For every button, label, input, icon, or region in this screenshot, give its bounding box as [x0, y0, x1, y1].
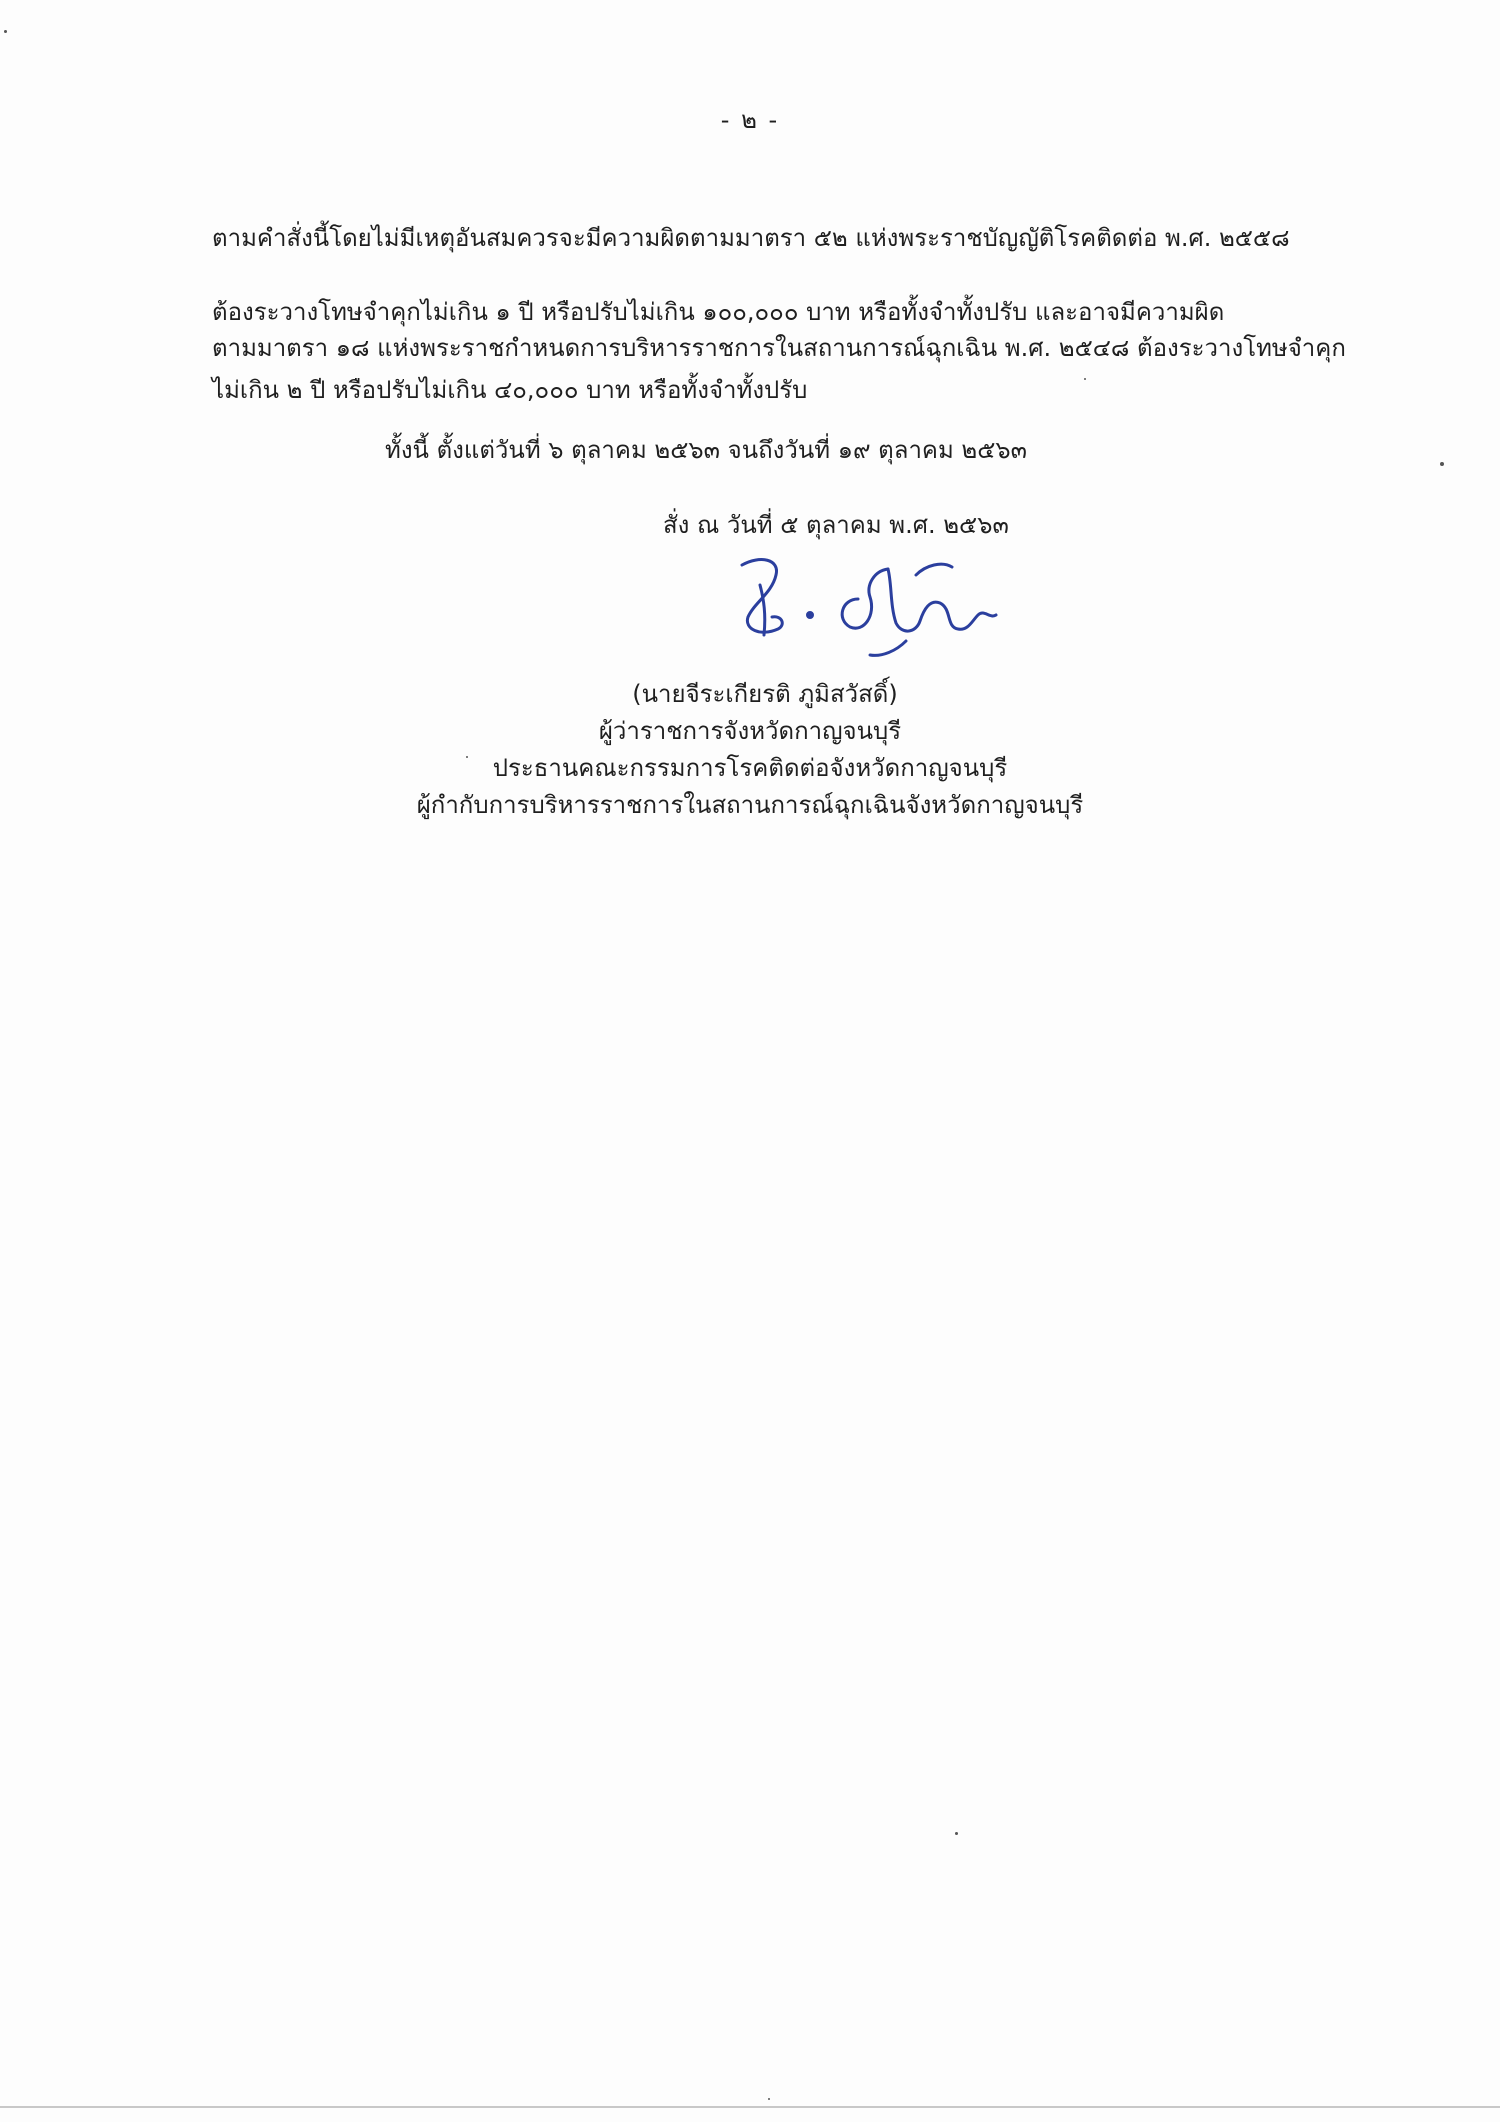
- scan-speck: [466, 756, 468, 758]
- paragraph-line-2: ต้องระวางโทษจำคุกไม่เกิน ๑ ปี หรือปรับไม่เกิน ๑๐๐,๐๐๐ บาท หรือทั้งจำทั้งปรับ และอาจมีความผิด: [212, 298, 1225, 326]
- signatory-position-emergency-director: ผู้กำกับการบริหารราชการในสถานการณ์ฉุกเฉินจังหวัดกาญจนบุรี: [416, 791, 1084, 819]
- signatory-position-committee-chair: ประธานคณะกรรมการโรคติดต่อจังหวัดกาญจนบุรี: [492, 754, 1008, 782]
- paragraph-line-3: ตามมาตรา ๑๘ แห่งพระราชกำหนดการบริหารราชการในสถานการณ์ฉุกเฉิน พ.ศ. ๒๕๔๘ ต้องระวางโทษจำคุก: [212, 334, 1346, 362]
- signatory-position-governor: ผู้ว่าราชการจังหวัดกาญจนบุรี: [598, 717, 902, 745]
- page-number: - ๒ -: [720, 106, 780, 134]
- signatory-name: (นายจีระเกียรติ ภูมิสวัสดิ์): [632, 680, 898, 708]
- scan-speck: [1084, 378, 1086, 380]
- handwritten-signature: [720, 545, 1020, 675]
- ordered-date: สั่ง ณ วันที่ ๕ ตุลาคม พ.ศ. ๒๕๖๓: [663, 511, 1009, 539]
- scan-speck: [4, 30, 7, 33]
- scan-speck: [955, 1832, 958, 1835]
- signature-block: [0, 676, 1500, 824]
- scan-edge-line: [0, 2106, 1500, 2108]
- paragraph-line-1: ตามคำสั่งนี้โดยไม่มีเหตุอันสมควรจะมีความผิดตามมาตรา ๕๒ แห่งพระราชบัญญัติโรคติดต่อ พ.ศ. ๒๕๕๘: [212, 224, 1290, 252]
- scan-speck: [1440, 462, 1444, 466]
- scan-speck: [768, 2098, 770, 2100]
- paragraph-line-4: ไม่เกิน ๒ ปี หรือปรับไม่เกิน ๔๐,๐๐๐ บาท หรือทั้งจำทั้งปรับ: [212, 376, 808, 404]
- effective-period: ทั้งนี้ ตั้งแต่วันที่ ๖ ตุลาคม ๒๕๖๓ จนถึงวันที่ ๑๙ ตุลาคม ๒๕๖๓: [385, 436, 1028, 464]
